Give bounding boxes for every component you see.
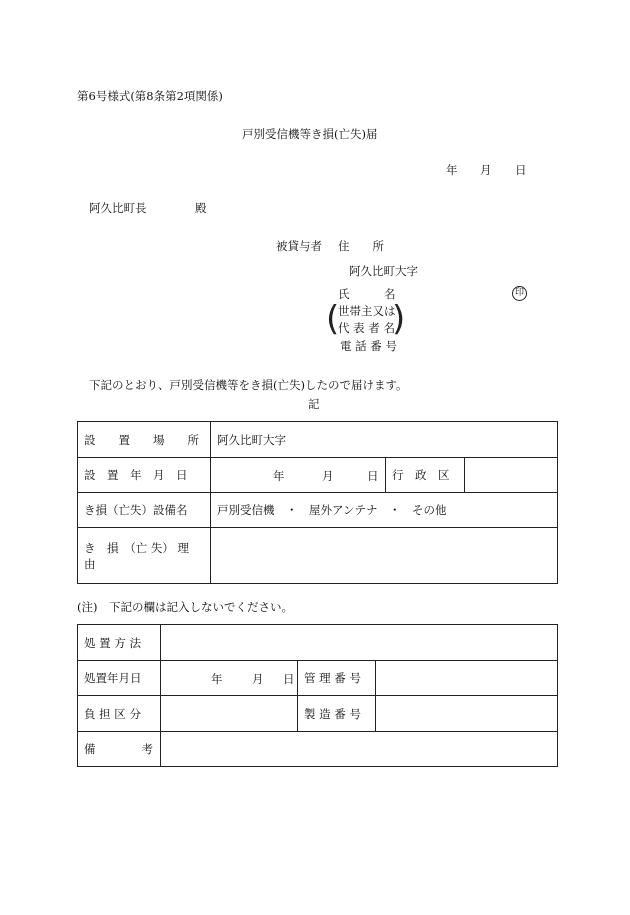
table-row <box>78 493 558 528</box>
form-number: 第6号様式(第8条第2項関係) <box>77 89 223 103</box>
disposal-method-label: 処 置 方 法 <box>78 625 161 661</box>
damaged-equipment-value[interactable]: 戸別受信機 ・ 屋外アンテナ ・ その他 <box>211 493 558 528</box>
disposal-date-value[interactable] <box>161 661 298 696</box>
install-date-value[interactable] <box>211 458 386 493</box>
name-note-line1: 世帯主又は <box>338 304 396 318</box>
remarks-value[interactable] <box>161 732 558 767</box>
table-row <box>78 696 558 732</box>
disposal-date-label: 処置年月日 <box>78 661 161 696</box>
report-table <box>77 421 558 584</box>
disposal-day: 日 <box>283 672 295 686</box>
name-label: 氏 名 <box>338 287 396 301</box>
form-title: 戸別受信機等き損(亡失)届 <box>242 127 378 141</box>
admin-district-value[interactable] <box>465 458 558 493</box>
table-row <box>78 732 558 767</box>
serial-number-label: 製 造 番 号 <box>298 696 376 732</box>
cost-category-label: 負 担 区 分 <box>78 696 161 732</box>
table-row <box>78 528 558 584</box>
phone-label: 電 話 番 号 <box>340 339 397 353</box>
ki-heading: 記 <box>308 397 320 411</box>
office-use-table <box>77 624 558 767</box>
damage-reason-value[interactable] <box>211 528 558 584</box>
address-value: 阿久比町大字 <box>349 264 418 278</box>
applicant-role: 被貸与者 <box>276 239 322 253</box>
cost-category-value[interactable] <box>161 696 298 732</box>
serial-number-value[interactable] <box>376 696 558 732</box>
control-number-value[interactable] <box>376 661 558 696</box>
install-month: 月 <box>322 469 334 483</box>
install-location-label: 設 置 場 所 <box>78 422 211 458</box>
install-location-value[interactable]: 阿久比町大字 <box>211 422 558 458</box>
disposal-year: 年 <box>211 672 223 686</box>
left-paren-icon: ( <box>326 299 340 339</box>
table-row <box>78 458 558 493</box>
remarks-label: 備 考 <box>78 732 161 767</box>
admin-district-label: 行 政 区 <box>386 458 465 493</box>
damaged-equipment-label: き損（亡失）設備名 <box>78 493 211 528</box>
table-row <box>78 625 558 661</box>
date-month-label: 月 <box>480 163 492 177</box>
name-note-line2: 代 表 者 名 <box>338 321 395 335</box>
install-date-label: 設 置 年 月 日 <box>78 458 211 493</box>
right-paren-icon: ) <box>392 299 406 339</box>
table-row <box>78 661 558 696</box>
install-year: 年 <box>273 469 285 483</box>
date-year-label: 年 <box>446 163 458 177</box>
disposal-method-value[interactable] <box>161 625 558 661</box>
date-day-label: 日 <box>515 163 527 177</box>
address-label: 住 所 <box>338 239 384 253</box>
addressee-name: 阿久比町長 <box>89 201 147 215</box>
table-row <box>78 422 558 458</box>
seal-icon: 印 <box>512 286 527 301</box>
note-text: (注) 下記の欄は記入しないでください。 <box>77 600 293 614</box>
disposal-month: 月 <box>252 672 264 686</box>
control-number-label: 管 理 番 号 <box>298 661 376 696</box>
damage-reason-label: き 損 （亡 失） 理 由 <box>78 528 211 584</box>
name-note <box>322 300 412 340</box>
addressee-honorific: 殿 <box>195 201 207 215</box>
body-text: 下記のとおり、戸別受信機等をき損(亡失)したので届けます。 <box>89 378 408 392</box>
install-day: 日 <box>367 469 379 483</box>
